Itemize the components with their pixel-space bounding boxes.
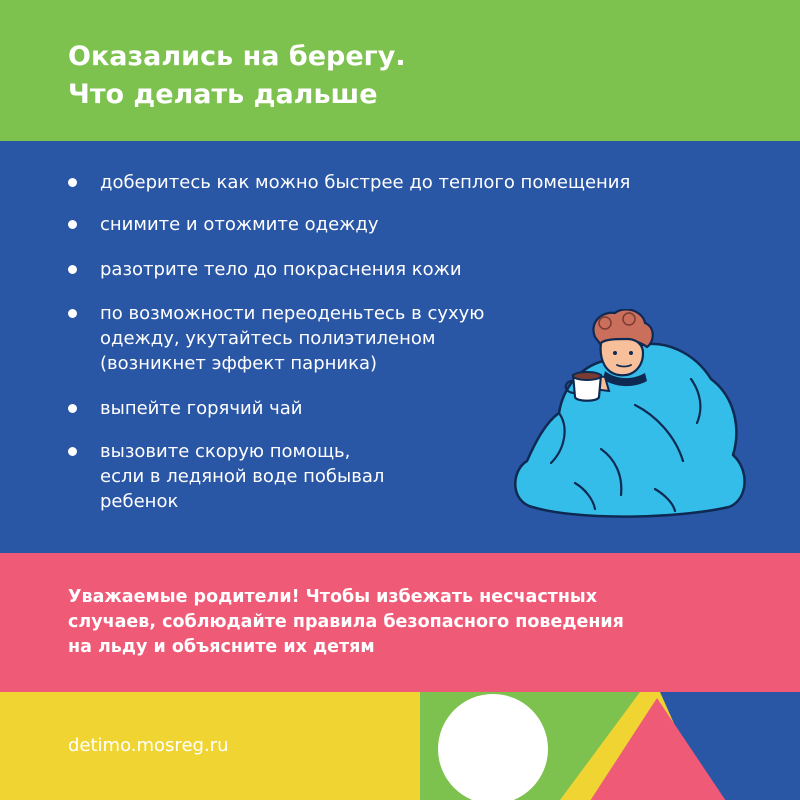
white-circle-shape (438, 694, 548, 800)
tip-item (100, 212, 378, 237)
tip-text: выпейте горячий чай (100, 398, 303, 419)
notice-line: Уважаемые родители! Чтобы избежать несчастных (68, 587, 598, 607)
tip-text: ребенок (100, 491, 179, 512)
tip-item (100, 396, 302, 421)
parents-notice-band (0, 553, 800, 692)
notice-line: на льду и объясните их детям (68, 637, 375, 657)
tip-text: доберитесь как можно быстрее до теплого помещения (100, 172, 631, 193)
page-title (68, 38, 406, 114)
header-band (0, 0, 800, 141)
bullet-icon (68, 178, 77, 187)
tip-item (100, 439, 384, 514)
bullet-icon (68, 447, 77, 456)
tip-text: вызовите скорую помощь, (100, 441, 351, 462)
tip-text: если в ледяной воде побывал (100, 466, 385, 487)
notice-line: случаев, соблюдайте правила безопасного поведения (68, 612, 624, 632)
footer-band (0, 692, 800, 800)
bullet-icon (68, 220, 77, 229)
bullet-icon (68, 404, 77, 413)
title-line-1: Оказались на берегу. (68, 41, 406, 72)
bullet-icon (68, 265, 77, 274)
tip-item (100, 170, 630, 195)
tip-text: одежду, укутайтесь полиэтиленом (100, 328, 436, 349)
person-wrapped-in-blanket-with-tea-icon (505, 309, 750, 519)
tip-item (100, 257, 462, 282)
bullet-icon (68, 309, 77, 318)
tip-text: снимите и отожмите одежду (100, 214, 379, 235)
tip-item (100, 301, 484, 376)
website-link[interactable]: detimo.mosreg.ru (68, 735, 229, 756)
parents-notice (68, 585, 624, 660)
tip-text: по возможности переоденьтесь в сухую (100, 303, 485, 324)
tip-text: (возникнет эффект парника) (100, 353, 378, 374)
title-line-2: Что делать дальше (68, 79, 378, 110)
tip-text: разотрите тело до покраснения кожи (100, 259, 462, 280)
